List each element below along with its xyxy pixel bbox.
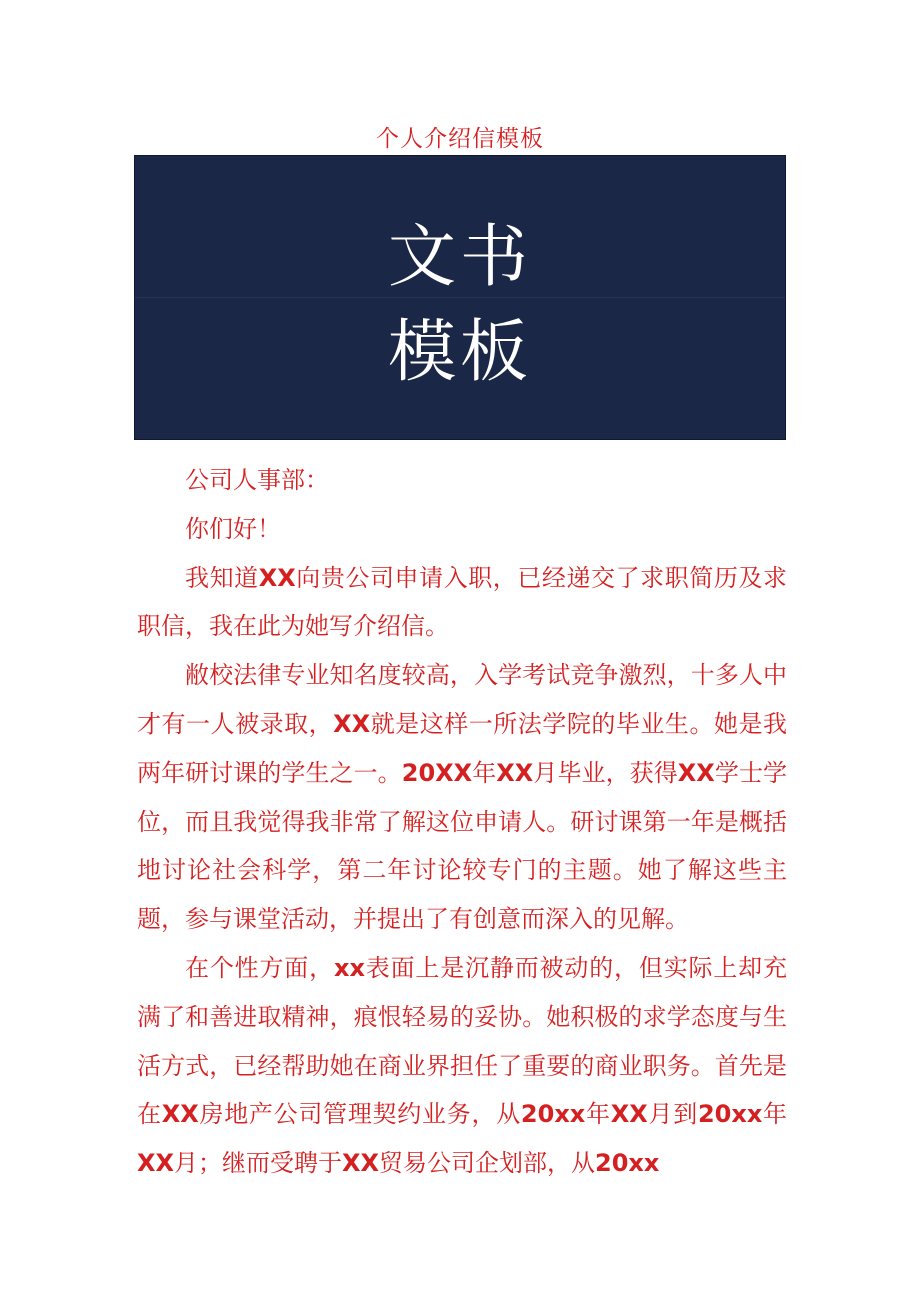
placeholder-text: xx <box>333 953 365 982</box>
banner-text-line2: 模板 <box>387 313 532 392</box>
paragraph <box>137 944 787 1188</box>
text-run: 贸易公司企划部，从 <box>379 1149 596 1178</box>
greeting: 你们好！ <box>185 514 281 543</box>
text-run: 在个性方面， <box>185 953 334 982</box>
text-run: 月毕业，获得 <box>533 758 678 787</box>
paragraph <box>137 651 787 944</box>
placeholder-text: XX <box>161 1100 199 1129</box>
text-run: 年 <box>472 758 497 787</box>
letter-body <box>137 456 787 1188</box>
placeholder-text: XX <box>258 563 296 592</box>
text-run: 月到 <box>647 1100 698 1129</box>
placeholder-text: XX <box>342 1149 380 1178</box>
placeholder-text: XX <box>333 709 371 738</box>
placeholder-text: XX <box>610 1100 648 1129</box>
salutation: 公司人事部： <box>185 466 329 494</box>
text-run: 月；继而受聘于 <box>174 1149 343 1178</box>
banner-text-line1: 文书 <box>387 218 532 297</box>
text-run: 年 <box>762 1100 788 1129</box>
text-run: 我知道 <box>185 563 259 592</box>
placeholder-text: 20xx <box>697 1100 763 1129</box>
placeholder-text: XX <box>677 758 715 787</box>
text-run: 向贵公司申请入职，已经递交了求职简历及求职信，我在此为她写介绍信。 <box>137 563 788 641</box>
placeholder-text: 20xx <box>595 1149 660 1178</box>
placeholder-text: 20XX <box>401 758 473 787</box>
text-run: 就是这样一所法学院的毕业生。她是我两年研讨课的学生之一。 <box>137 709 788 787</box>
paragraph <box>137 554 787 652</box>
text-run: 房地产公司管理契约业务，从 <box>198 1100 521 1129</box>
placeholder-text: XX <box>137 1149 175 1178</box>
text-run: 学士学位，而且我觉得我非常了解这位申请人。研讨课第一年是概括地讨论社会科学，第二年讨论较专门的主题。她了解这些主题，参与课堂活动，并提出了有创意而深入的见解。 <box>137 758 788 934</box>
placeholder-text: XX <box>496 758 534 787</box>
text-run: 敝校法律专业知名度较高，入学考试竞争激烈，十多人中才有一人被录取， <box>137 661 787 738</box>
placeholder-text: 20xx <box>520 1100 586 1129</box>
document-title: 个人介绍信模板 <box>376 126 544 152</box>
text-run: 表面上是沉静而被动的，但实际上却充满了和善进取精神，痕恨轻易的妥协。她积极的求学态度与生活方式，已经帮助她在商业界担任了重要的商业职务。首先是在 <box>137 953 788 1129</box>
text-run: 年 <box>585 1100 611 1129</box>
